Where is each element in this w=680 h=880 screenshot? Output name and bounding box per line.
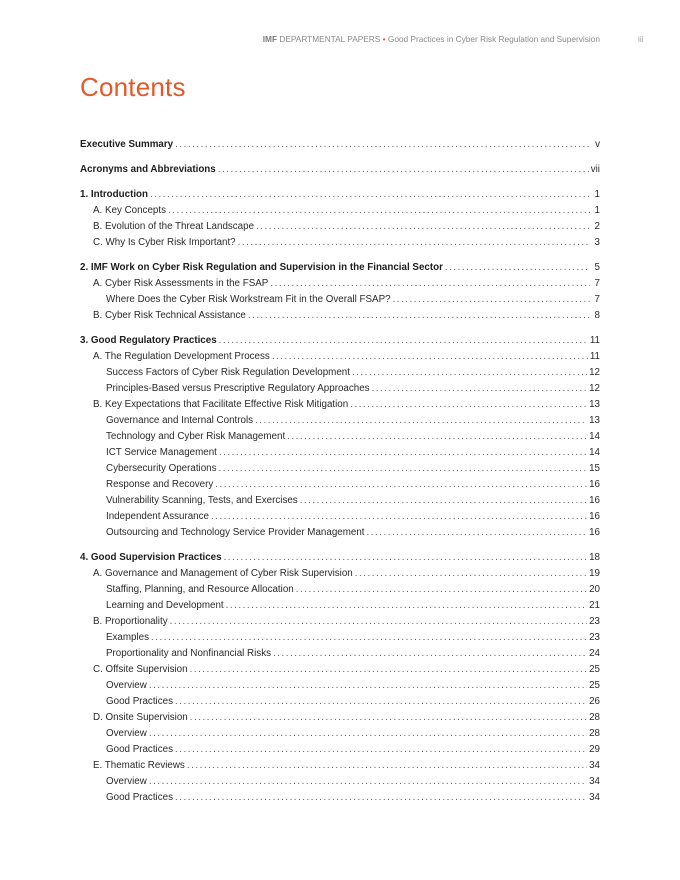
toc-entry-label: ICT Service Management <box>106 447 217 458</box>
dot-leader <box>350 397 587 413</box>
toc-entry-label: A. Governance and Management of Cyber Risk Supervision <box>93 568 353 579</box>
dot-leader <box>372 381 588 397</box>
toc-entry-page-number: 24 <box>589 648 600 659</box>
dot-leader <box>170 614 587 630</box>
toc-entry-label: Where Does the Cyber Risk Workstream Fit in the Overall FSAP? <box>106 294 391 305</box>
toc-entry[interactable] <box>80 646 600 662</box>
toc-entry-page-number: 11 <box>589 335 600 346</box>
toc-entry-label: Overview <box>106 680 147 691</box>
toc-entry-page-number: 34 <box>589 760 600 771</box>
toc-entry-label: Learning and Development <box>106 600 224 611</box>
toc-entry-label: 4. Good Supervision Practices <box>80 552 222 563</box>
dot-leader <box>175 742 587 758</box>
toc-entry-label: C. Offsite Supervision <box>93 664 188 675</box>
toc-entry[interactable] <box>80 742 600 758</box>
dot-leader <box>175 137 590 153</box>
toc-entry-page-number: 29 <box>589 744 600 755</box>
toc-entry-page-number: 3 <box>594 237 600 248</box>
toc-entry-label: Principles-Based versus Prescriptive Regulatory Approaches <box>106 383 370 394</box>
toc-entry-page-number: 16 <box>589 511 600 522</box>
toc-entry-label: Vulnerability Scanning, Tests, and Exercises <box>106 495 298 506</box>
toc-entry[interactable] <box>80 566 600 582</box>
toc-entry[interactable] <box>80 582 600 598</box>
toc-entry-page-number: 7 <box>594 294 600 305</box>
toc-entry[interactable] <box>80 461 600 477</box>
dot-leader <box>219 461 588 477</box>
toc-entry-label: Examples <box>106 632 150 643</box>
toc-entry-label: Staffing, Planning, and Resource Allocation <box>106 584 294 595</box>
toc-entry[interactable] <box>80 365 600 381</box>
dot-leader <box>149 726 587 742</box>
toc-entry-page-number: 26 <box>589 696 600 707</box>
toc-entry[interactable] <box>80 726 600 742</box>
toc-entry-page-number: 5 <box>594 262 600 273</box>
toc-entry-page-number: 1 <box>594 205 600 216</box>
toc-entry[interactable] <box>80 758 600 774</box>
toc-entry[interactable] <box>80 630 600 646</box>
toc-entry-label: Outsourcing and Technology Service Provider Management <box>106 527 365 538</box>
dot-leader <box>352 365 587 381</box>
toc-entry-page-number: v <box>595 139 600 150</box>
dot-leader <box>273 646 587 662</box>
dot-leader <box>149 774 587 790</box>
toc-entry-page-number: 7 <box>594 278 600 289</box>
dot-leader <box>151 630 587 646</box>
toc-entry[interactable] <box>80 308 600 324</box>
dot-leader <box>190 662 588 678</box>
toc-entry[interactable] <box>80 203 600 219</box>
toc-entry-label: Overview <box>106 728 147 739</box>
dot-leader <box>215 477 587 493</box>
dot-leader <box>255 413 587 429</box>
toc-entry-page-number: 16 <box>589 527 600 538</box>
dot-leader <box>256 219 590 235</box>
dot-leader <box>175 790 587 806</box>
toc-entry-page-number: 13 <box>589 399 600 410</box>
toc-entry-page-number: 34 <box>589 792 600 803</box>
dot-leader <box>445 260 590 276</box>
page-title: Contents <box>80 72 186 102</box>
toc-entry-page-number: 23 <box>589 616 600 627</box>
toc-entry[interactable] <box>80 790 600 806</box>
toc-entry[interactable] <box>80 774 600 790</box>
toc-entry-page-number: 15 <box>589 463 600 474</box>
toc-entry[interactable] <box>80 413 600 429</box>
dot-leader <box>226 598 587 614</box>
toc-entry-page-number: 14 <box>589 431 600 442</box>
dot-leader <box>270 276 590 292</box>
toc-entry[interactable] <box>80 349 600 365</box>
toc-entry[interactable] <box>80 292 600 308</box>
toc-entry-label: B. Cyber Risk Technical Assistance <box>93 310 246 321</box>
toc-entry[interactable] <box>80 162 600 178</box>
toc-entry[interactable] <box>80 710 600 726</box>
toc-entry-page-number: 2 <box>594 221 600 232</box>
toc-entry[interactable] <box>80 381 600 397</box>
dot-leader <box>175 694 587 710</box>
dot-leader <box>355 566 587 582</box>
dot-leader <box>367 525 588 541</box>
toc-entry-label: Response and Recovery <box>106 479 214 490</box>
toc-entry-page-number: 25 <box>589 680 600 691</box>
dot-leader <box>287 429 587 445</box>
toc-entry[interactable] <box>80 525 600 541</box>
toc-entry-page-number: 14 <box>589 447 600 458</box>
toc-entry-page-number: 34 <box>589 776 600 787</box>
header-brand: IMF <box>262 34 278 44</box>
toc-entry[interactable] <box>80 187 600 203</box>
dot-leader <box>150 187 590 203</box>
toc-entry[interactable] <box>80 509 600 525</box>
toc-entry-page-number: 16 <box>589 495 600 506</box>
toc-entry[interactable] <box>80 598 600 614</box>
toc-entry-page-number: 18 <box>589 552 600 563</box>
toc-entry-label: 3. Good Regulatory Practices <box>80 335 217 346</box>
dot-leader <box>296 582 587 598</box>
header-series: DEPARTMENTAL PAPERS <box>279 34 381 44</box>
toc-entry-page-number: 8 <box>594 310 600 321</box>
toc-entry-page-number: 20 <box>589 584 600 595</box>
toc-entry-label: B. Proportionality <box>93 616 168 627</box>
toc-entry-label: A. Key Concepts <box>93 205 166 216</box>
toc-entry[interactable] <box>80 550 600 566</box>
toc-entry-label: B. Key Expectations that Facilitate Effective Risk Mitigation <box>93 399 349 410</box>
toc-entry[interactable] <box>80 662 600 678</box>
dot-leader <box>168 203 590 219</box>
toc-entry-page-number: 11 <box>589 351 600 362</box>
toc-entry-page-number: 13 <box>589 415 600 426</box>
toc-entry-label: 2. IMF Work on Cyber Risk Regulation and Supervision in the Financial Sector <box>80 262 443 273</box>
toc-entry-label: Executive Summary <box>80 139 174 150</box>
toc-entry-label: Good Practices <box>106 744 173 755</box>
toc-entry-label: A. The Regulation Development Process <box>93 351 270 362</box>
dot-leader <box>248 308 590 324</box>
toc-entry[interactable] <box>80 397 600 413</box>
header-page-number: iii <box>638 34 644 44</box>
toc-entry-page-number: 12 <box>589 367 600 378</box>
dot-leader <box>219 333 588 349</box>
toc-entry[interactable] <box>80 477 600 493</box>
toc-entry-label: Cybersecurity Operations <box>106 463 217 474</box>
toc-entry[interactable] <box>80 614 600 630</box>
toc-entry-label: A. Cyber Risk Assessments in the FSAP <box>93 278 269 289</box>
running-header <box>0 33 680 45</box>
toc-entry-page-number: vii <box>590 164 600 175</box>
toc-entry-label: Proportionality and Nonfinancial Risks <box>106 648 271 659</box>
toc-entry[interactable] <box>80 235 600 251</box>
toc-entry-page-number: 28 <box>589 728 600 739</box>
toc-entry-label: Success Factors of Cyber Risk Regulation Development <box>106 367 350 378</box>
toc-entry[interactable] <box>80 137 600 153</box>
toc-entry-page-number: 23 <box>589 632 600 643</box>
toc-entry[interactable] <box>80 276 600 292</box>
toc-entry[interactable] <box>80 493 600 509</box>
dot-leader <box>300 493 587 509</box>
toc-entry-page-number: 28 <box>589 712 600 723</box>
toc-entry-label: C. Why Is Cyber Risk Important? <box>93 237 236 248</box>
toc-entry[interactable] <box>80 445 600 461</box>
table-of-contents <box>80 137 600 806</box>
dot-leader <box>190 710 587 726</box>
toc-entry-page-number: 19 <box>589 568 600 579</box>
dot-leader <box>219 445 587 461</box>
dot-leader <box>224 550 588 566</box>
toc-entry-page-number: 12 <box>589 383 600 394</box>
toc-entry-label: B. Evolution of the Threat Landscape <box>93 221 255 232</box>
toc-entry-label: Good Practices <box>106 792 173 803</box>
toc-entry-label: Technology and Cyber Risk Management <box>106 431 286 442</box>
header-doc-title: Good Practices in Cyber Risk Regulation and Supervision <box>387 34 600 44</box>
header-title-group <box>263 33 600 45</box>
toc-entry-label: Good Practices <box>106 696 173 707</box>
toc-entry-label: Independent Assurance <box>106 511 209 522</box>
dot-leader <box>393 292 590 308</box>
dot-leader <box>187 758 587 774</box>
toc-entry-label: Governance and Internal Controls <box>106 415 254 426</box>
toc-entry[interactable] <box>80 260 600 276</box>
toc-entry-label: E. Thematic Reviews <box>93 760 185 771</box>
toc-entry[interactable] <box>80 333 600 349</box>
toc-entry-page-number: 16 <box>589 479 600 490</box>
toc-entry-label: Overview <box>106 776 147 787</box>
toc-entry-page-number: 1 <box>594 189 600 200</box>
toc-entry-page-number: 25 <box>589 664 600 675</box>
toc-entry-label: D. Onsite Supervision <box>93 712 188 723</box>
toc-entry[interactable] <box>80 429 600 445</box>
toc-entry[interactable] <box>80 678 600 694</box>
toc-entry[interactable] <box>80 694 600 710</box>
toc-entry-page-number: 21 <box>589 600 600 611</box>
toc-entry[interactable] <box>80 219 600 235</box>
dot-leader <box>211 509 587 525</box>
dot-leader <box>238 235 590 251</box>
dot-leader <box>218 162 589 178</box>
toc-entry-label: 1. Introduction <box>80 189 149 200</box>
dot-leader <box>149 678 587 694</box>
toc-entry-label: Acronyms and Abbreviations <box>80 164 216 175</box>
header-separator: • <box>382 34 386 44</box>
dot-leader <box>272 349 588 365</box>
